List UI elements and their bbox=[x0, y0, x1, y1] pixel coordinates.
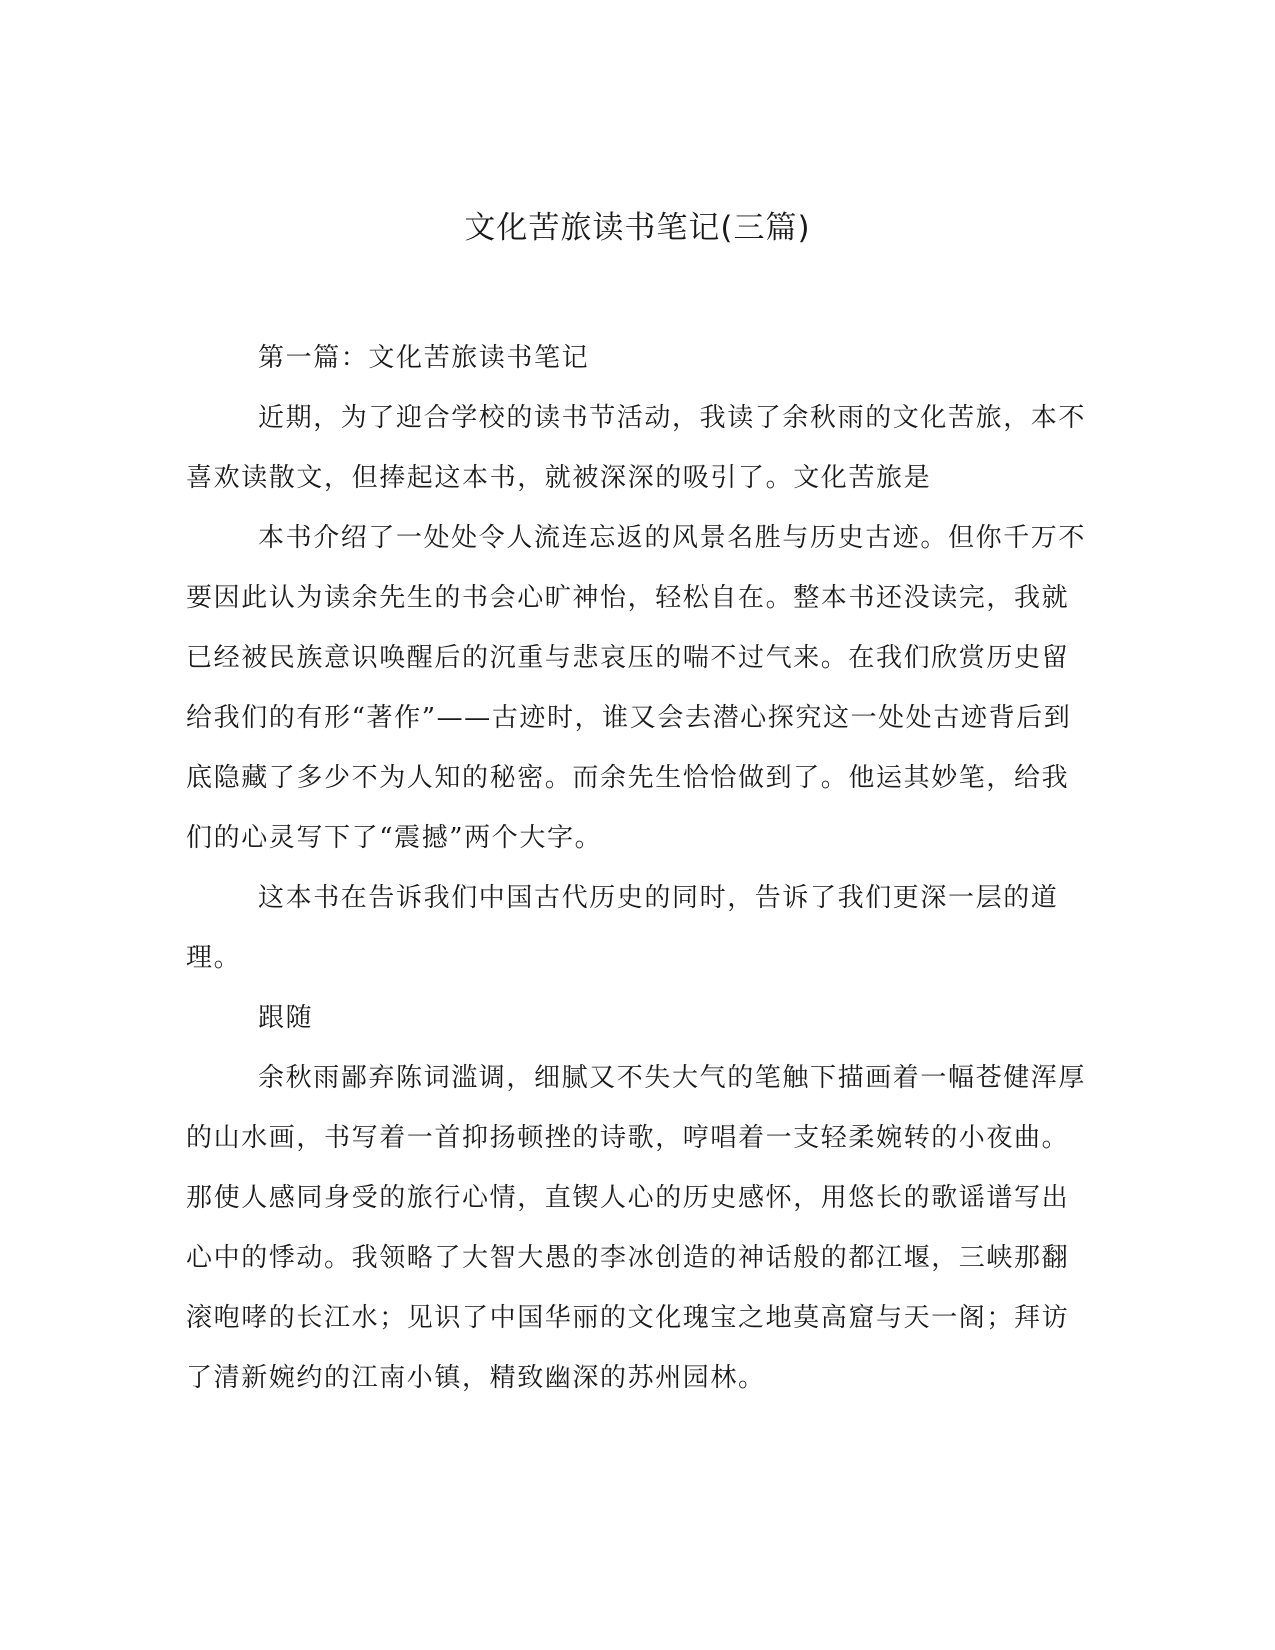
document-title: 文化苦旅读书笔记(三篇) bbox=[464, 210, 811, 246]
paragraph: 近期，为了迎合学校的读书节活动，我读了余秋雨的文化苦旅，本不喜欢读散文，但捧起这本书，就被深深的吸引了。文化苦旅是 bbox=[186, 403, 1087, 493]
document-body bbox=[186, 328, 1086, 1408]
section-heading: 第一篇：文化苦旅读书笔记 bbox=[258, 343, 590, 373]
paragraph: 本书介绍了一处处令人流连忘返的风景名胜与历史古迹。但你千万不要因此认为读余先生的书会心旷神怡，轻松自在。整本书还没读完，我就已经被民族意识唤醒后的沉重与悲哀压的喘不过气来。在我们欣赏历史留给我们的有形“著作”——古迹时，谁又会去潜心探究这一处处古迹背后到底隐藏了多少不为人知的秘密。而余先生恰恰做到了。他运其妙笔，给我们的心灵写下了“震撼”两个大字。 bbox=[186, 523, 1087, 853]
paragraph: 这本书在告诉我们中国古代历史的同时，告诉了我们更深一层的道理。 bbox=[186, 883, 1059, 973]
paragraph: 余秋雨鄙弃陈词滥调，细腻又不失大气的笔触下描画着一幅苍健浑厚的山水画，书写着一首抑扬顿挫的诗歌，哼唱着一支轻柔婉转的小夜曲。那使人感同身受的旅行心情，直锲人心的历史感怀，用悠长的歌谣谱写出心中的悸动。我领略了大智大愚的李冰创造的神话般的都江堰，三峡那翻滚咆哮的长江水；见识了中国华丽的文化瑰宝之地莫高窟与天一阁；拜访了清新婉约的江南小镇，精致幽深的苏州园林。 bbox=[186, 1063, 1087, 1393]
paragraph: 跟随 bbox=[258, 1003, 314, 1033]
